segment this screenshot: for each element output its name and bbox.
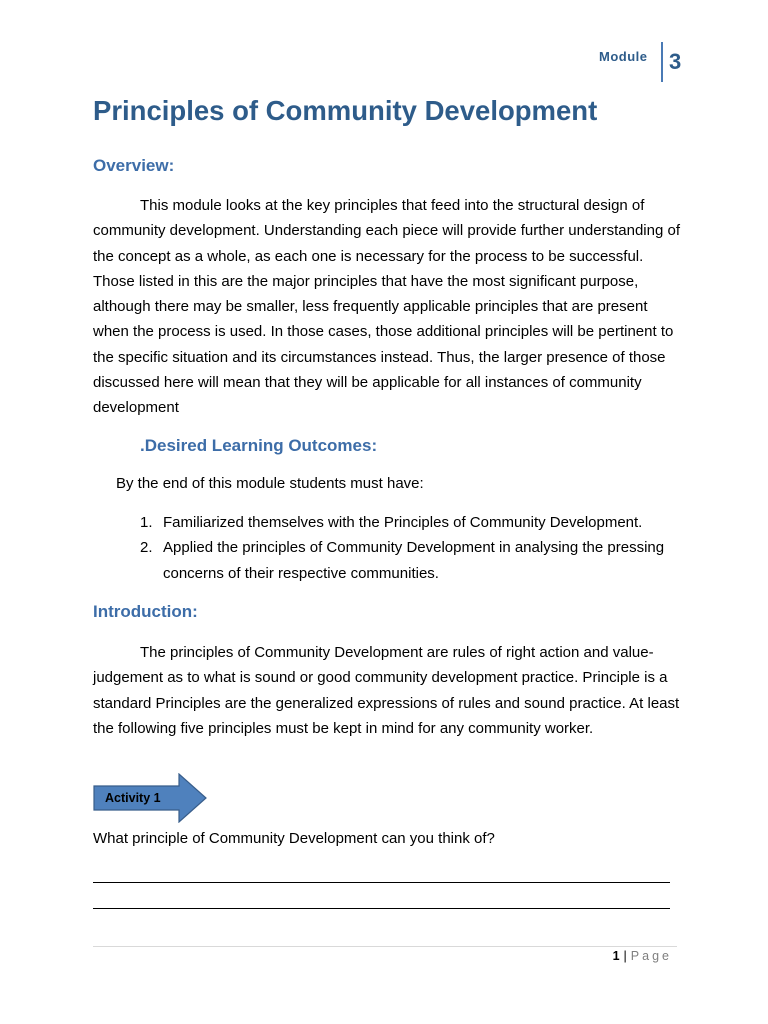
overview-heading: Overview: (93, 156, 175, 175)
page-title: Principles of Community Development (93, 95, 598, 126)
page-footer (613, 949, 672, 963)
introduction-heading: Introduction: (93, 602, 198, 621)
outcomes-list (140, 510, 680, 586)
activity-arrow-badge (93, 773, 207, 823)
answer-line[interactable] (93, 882, 670, 883)
activity-label: Activity 1 (105, 791, 161, 805)
page-number: 1 (612, 949, 620, 963)
introduction-text: The principles of Community Development are rules of right action and value-judgement as to what is sound or good community development practice. Principle is a standard Principles are the generalized expressions of rules and sound practice. At least the following five principles must be kept in mind for any community worker. (93, 644, 680, 737)
activity-question: What principle of Community Development can you think of? (93, 830, 495, 847)
module-divider (661, 42, 663, 82)
footer-divider (93, 946, 677, 947)
overview-text: This module looks at the key principles that feed into the structural design of community development. Understanding each piece will provide further understanding of the concept as a whole, as each one is necessary for the process to be successful. Those listed in this are the major principles that have the most significant purpose, although there may be smaller, less frequently applicable principles that are present when the process is used. In those cases, those additional principles will be pertinent to the specific situation and its circumstances instead. Thus, the larger presence of those discussed here will mean that they will be applicable for all instances of community development (93, 197, 680, 417)
outcomes-heading: .Desired Learning Outcomes: (140, 436, 378, 455)
outcomes-lead: By the end of this module students must have: (116, 475, 424, 492)
list-item-text: Applied the principles of Community Development in analysing the pressing concerns of their respective communities. (163, 539, 665, 582)
list-item-number: 1. (140, 514, 153, 531)
answer-line[interactable] (93, 908, 670, 909)
overview-paragraph (93, 193, 683, 421)
module-label: Module (599, 49, 648, 64)
list-item (140, 535, 680, 586)
introduction-paragraph (93, 640, 683, 741)
list-item-text: Familiarized themselves with the Principles of Community Development. (163, 514, 643, 531)
footer-separator: | (623, 949, 627, 963)
list-item-number: 2. (140, 539, 153, 557)
module-number: 3 (669, 49, 682, 74)
list-item (140, 510, 680, 535)
page-word: Page (630, 949, 672, 963)
